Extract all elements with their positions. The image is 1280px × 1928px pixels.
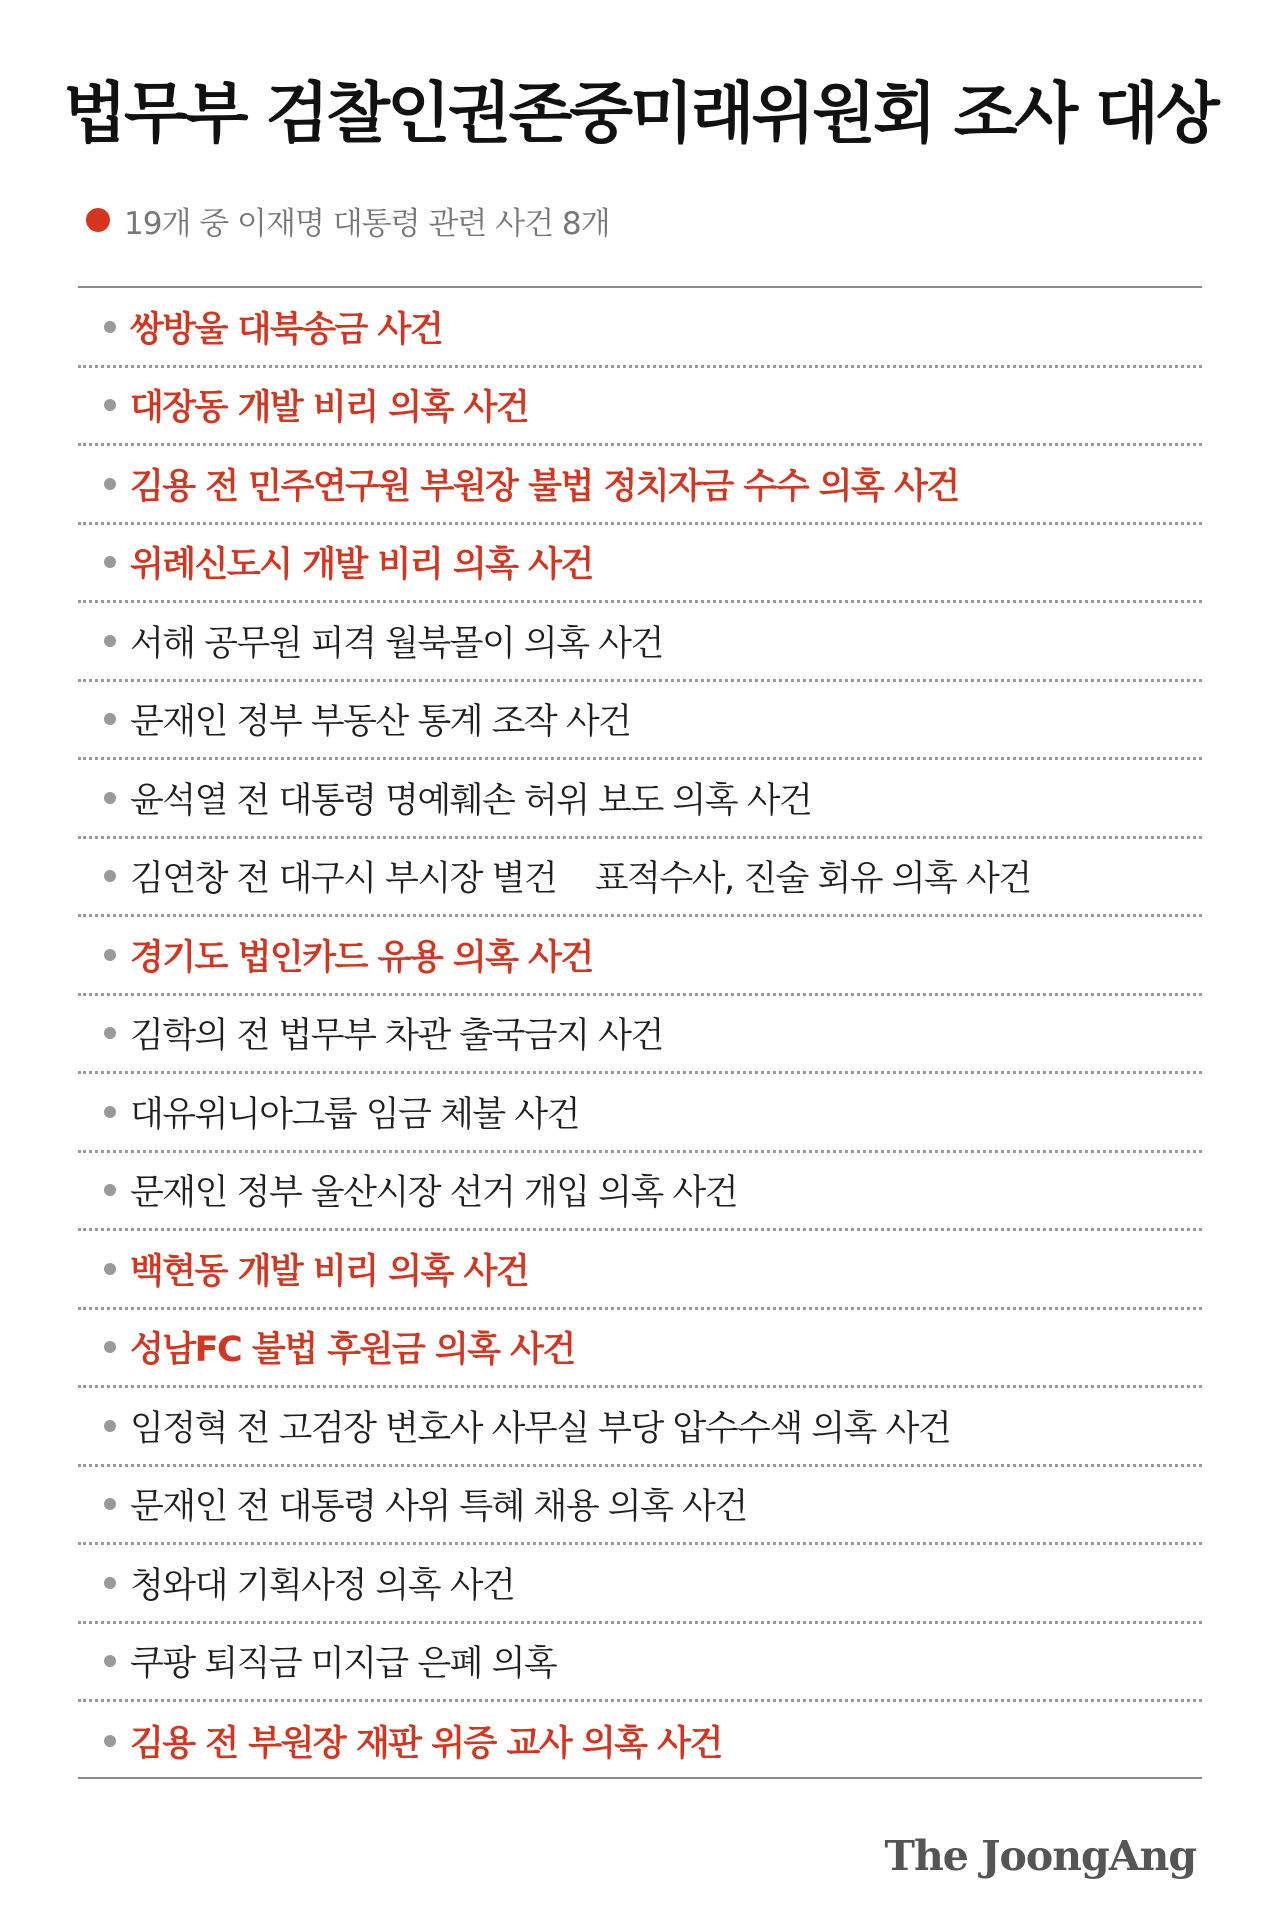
bullet-icon <box>104 1577 116 1589</box>
top-divider <box>78 286 1202 288</box>
bullet-icon <box>104 1655 116 1667</box>
case-label: 문재인 정부 울산시장 선거 개입 의혹 사건 <box>130 1173 738 1214</box>
list-item <box>78 1310 1202 1389</box>
bullet-icon <box>104 1341 116 1353</box>
bullet-icon <box>104 713 116 725</box>
list-item <box>78 760 1202 839</box>
case-label: 서해 공무원 피격 월북몰이 의혹 사건 <box>130 623 663 664</box>
bullet-icon <box>104 399 116 411</box>
list-item <box>78 1231 1202 1310</box>
list-item <box>78 1624 1202 1703</box>
list-item <box>78 1545 1202 1624</box>
legend <box>86 198 610 242</box>
bullet-icon <box>104 1420 116 1432</box>
list-item <box>78 446 1202 525</box>
case-label: 백현동 개발 비리 의혹 사건 <box>130 1251 529 1292</box>
list-item <box>78 368 1202 447</box>
list-item <box>78 996 1202 1075</box>
list-item <box>78 1702 1202 1781</box>
legend-dot-icon <box>86 208 110 232</box>
list-item <box>78 1153 1202 1232</box>
case-label: 위례신도시 개발 비리 의혹 사건 <box>130 545 593 586</box>
case-label: 청와대 기획사정 의혹 사건 <box>130 1565 515 1606</box>
case-label: 김학의 전 법무부 차관 출국금지 사건 <box>130 1016 663 1057</box>
bullet-icon <box>104 556 116 568</box>
bullet-icon <box>104 1263 116 1275</box>
case-label: 문재인 정부 부동산 통계 조작 사건 <box>130 702 631 743</box>
bullet-icon <box>104 1184 116 1196</box>
bullet-icon <box>104 1735 116 1747</box>
case-label: 경기도 법인카드 유용 의혹 사건 <box>130 937 593 978</box>
bullet-icon <box>104 478 116 490</box>
list-item <box>78 682 1202 761</box>
list-item <box>78 839 1202 918</box>
case-label: 김연창 전 대구시 부시장 별건 표적수사, 진술 회유 의혹 사건 <box>130 859 1031 900</box>
bullet-icon <box>104 792 116 804</box>
bottom-divider <box>78 1777 1202 1779</box>
list-item <box>78 603 1202 682</box>
list-item <box>78 289 1202 368</box>
brand-logo: The JoongAng <box>884 1832 1196 1880</box>
case-label: 대장동 개발 비리 의혹 사건 <box>130 388 529 429</box>
case-label: 문재인 전 대통령 사위 특혜 채용 의혹 사건 <box>130 1487 747 1528</box>
case-label: 쿠팡 퇴직금 미지급 은폐 의혹 <box>130 1644 557 1685</box>
bullet-icon <box>104 1498 116 1510</box>
case-label: 대유위니아그룹 임금 체불 사건 <box>130 1094 579 1135</box>
bullet-icon <box>104 870 116 882</box>
case-list <box>78 289 1202 1781</box>
list-item <box>78 917 1202 996</box>
bullet-icon <box>104 1027 116 1039</box>
case-label: 김용 전 민주연구원 부원장 불법 정치자금 수수 의혹 사건 <box>130 466 959 507</box>
case-label: 임정혁 전 고검장 변호사 사무실 부당 압수수색 의혹 사건 <box>130 1408 951 1449</box>
list-item <box>78 1467 1202 1546</box>
case-label: 윤석열 전 대통령 명예훼손 허위 보도 의혹 사건 <box>130 780 812 821</box>
case-label: 성남FC 불법 후원금 의혹 사건 <box>130 1330 575 1371</box>
list-item <box>78 525 1202 604</box>
bullet-icon <box>104 321 116 333</box>
list-item <box>78 1388 1202 1467</box>
case-label: 쌍방울 대북송금 사건 <box>130 309 443 350</box>
legend-text: 19개 중 이재명 대통령 관련 사건 8개 <box>124 205 610 242</box>
page-title: 법무부 검찰인권존중미래위원회 조사 대상 <box>63 75 1217 152</box>
bullet-icon <box>104 949 116 961</box>
case-label: 김용 전 부원장 재판 위증 교사 의혹 사건 <box>130 1724 722 1765</box>
list-item <box>78 1074 1202 1153</box>
bullet-icon <box>104 1106 116 1118</box>
bullet-icon <box>104 635 116 647</box>
